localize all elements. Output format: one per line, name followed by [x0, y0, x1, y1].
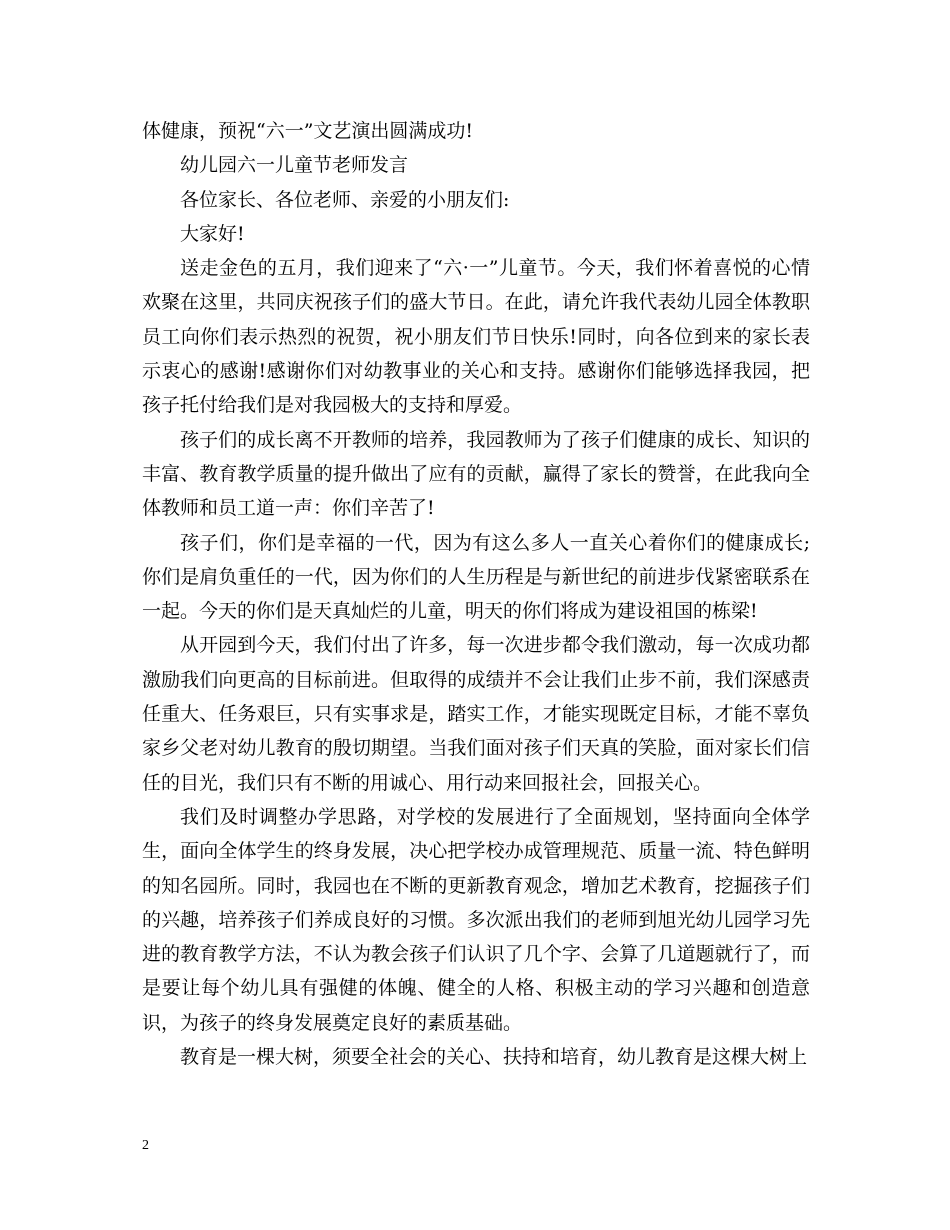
paragraph: 孩子们，你们是幸福的一代，因为有这么多人一直关心着你们的健康成长;你们是肩负重任的一代，因为你们的人生历程是与新世纪的前进步伐紧密联系在一起。今天的你们是天真灿烂的儿童，明天的你们将成为建设祖国的栋梁! — [142, 531, 810, 623]
paragraph: 从开园到今天，我们付出了许多，每一次进步都令我们激动，每一次成功都激励我们向更高的目标前进。但取得的成绩并不会让我们止步不前，我们深感责任重大、任务艰巨，只有实事求是，踏实工作，才能实现既定目标，才能不辜负家乡父老对幼儿教育的殷切期望。当我们面对孩子们天真的笑脸，面对家长们信任的目光，我们只有不断的用诚心、用行动来回报社会，回报关心。 — [142, 634, 810, 794]
salutation: 各位家长、各位老师、亲爱的小朋友们: — [180, 188, 510, 211]
greeting: 大家好! — [180, 222, 245, 245]
paragraph: 送走金色的五月，我们迎来了“六·一”儿童节。今天，我们怀着喜悦的心情欢聚在这里，共同庆祝孩子们的盛大节日。在此，请允许我代表幼儿园全体教职员工向你们表示热烈的祝贺，祝小朋友们节日快乐!同时，向各位到来的家长表示衷心的感谢!感谢你们对幼教事业的关心和支持。感谢你们能够选择我园，把孩子托付给我们是对我园极大的支持和厚爱。 — [142, 257, 810, 417]
paragraph: 我们及时调整办学思路，对学校的发展进行了全面规划，坚持面向全体学生，面向全体学生的终身发展，决心把学校办成管理规范、质量一流、特色鲜明的知名园所。同时，我园也在不断的更新教育观念，增加艺术教育，挖掘孩子们的兴趣，培养孩子们养成良好的习惯。多次派出我们的老师到旭光幼儿园学习先进的教育教学方法，不认为教会孩子们认识了几个字、会算了几道题就行了，而是要让每个幼儿具有强健的体魄、健全的人格、积极主动的学习兴趣和创造意识，为孩子的终身发展奠定良好的素质基础。 — [142, 805, 810, 1034]
paragraph-truncated: 教育是一棵大树，须要全社会的关心、扶持和培育，幼儿教育是这棵大树上 — [180, 1046, 808, 1069]
document-body — [142, 114, 810, 1074]
paragraph-continuation: 体健康，预祝“六一”文艺演出圆满成功! — [142, 120, 474, 142]
paragraph: 孩子们的成长离不开教师的培养，我园教师为了孩子们健康的成长、知识的丰富、教育教学质量的提升做出了应有的贡献，赢得了家长的赞誉，在此我向全体教师和员工道一声：你们辛苦了! — [142, 428, 810, 520]
page-number: 2 — [142, 1138, 149, 1153]
speech-title: 幼儿园六一儿童节老师发言 — [180, 154, 409, 177]
